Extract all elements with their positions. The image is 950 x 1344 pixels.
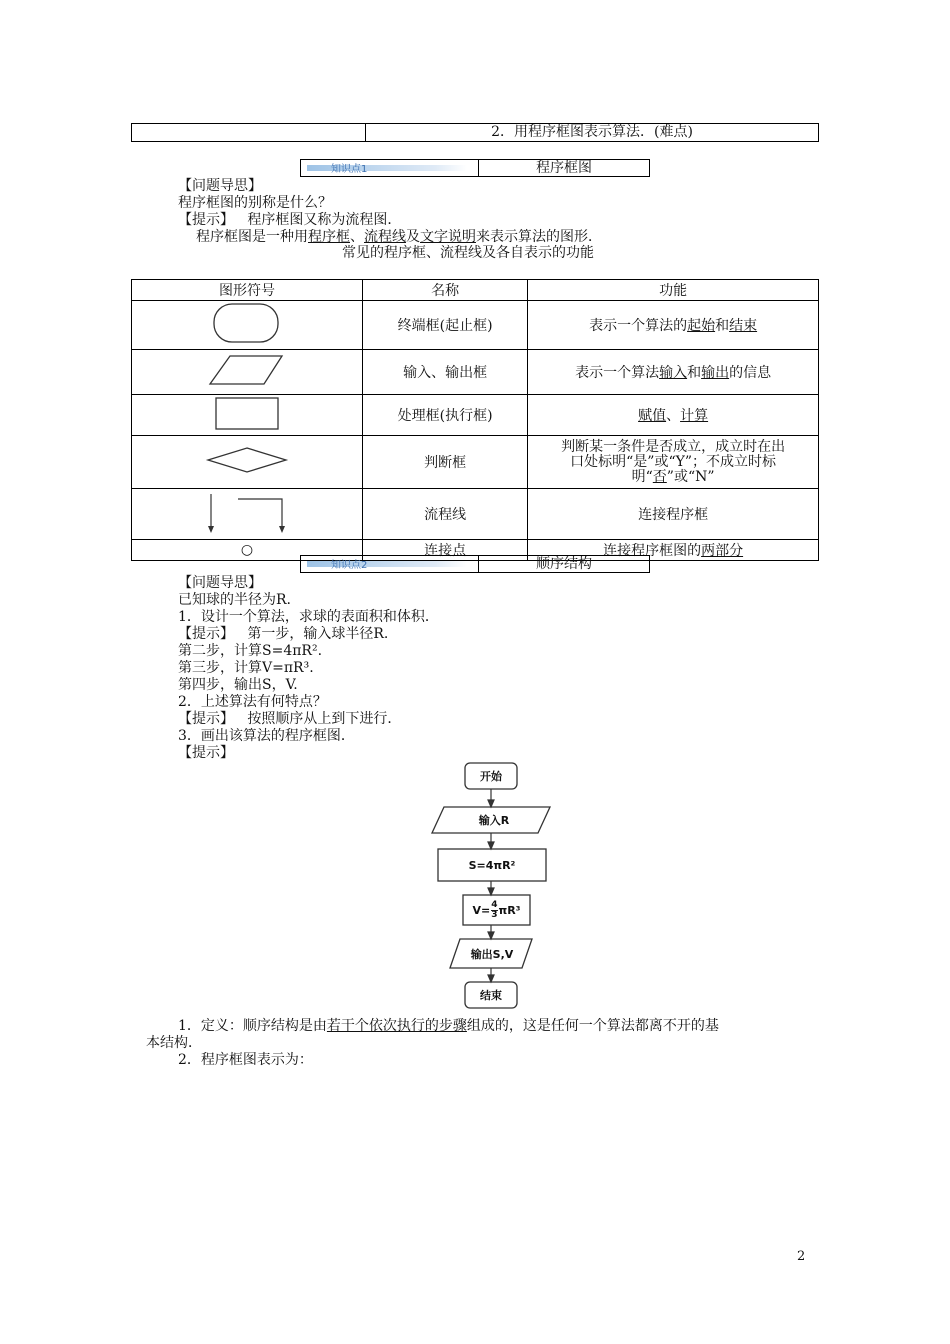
- column-header: 图形符号: [132, 280, 363, 301]
- terminal-symbol-icon: [132, 301, 362, 345]
- symbols-table: [131, 279, 819, 561]
- text-line: 已知球的半径为R.: [178, 592, 291, 608]
- name-cell: 处理框(执行框): [363, 395, 528, 436]
- section-number: 知识点2: [331, 560, 368, 571]
- flow-input: 输入R: [478, 814, 510, 827]
- symbol-cell: [132, 395, 363, 436]
- guide-heading: 【问题导思】: [178, 178, 262, 194]
- function-cell: 连接程序框: [528, 489, 819, 540]
- symbol-cell: [132, 301, 363, 350]
- definition-line: [196, 229, 602, 246]
- text: 来表示算法的图形．: [476, 229, 602, 245]
- text-line: 2．上述算法有何特点？: [178, 694, 327, 710]
- connector-symbol: ○: [132, 540, 363, 561]
- table-row: [132, 301, 819, 350]
- hint-line: [178, 626, 388, 643]
- table-row: [132, 436, 819, 489]
- name-cell: 判断框: [363, 436, 528, 489]
- header-table-right-cell: 2．用程序框图表示算法．(难点): [491, 124, 693, 140]
- hint-label: 【提示】: [178, 711, 234, 727]
- function-line: 明“否”或“N”: [631, 468, 715, 485]
- io-symbol-icon: [132, 350, 362, 390]
- function-line: 口处标明“是”或“Y”；不成立时标: [570, 453, 777, 470]
- underlined-term: 程序框: [308, 229, 350, 245]
- function-cell: 表示一个算法的起始和结束: [528, 301, 819, 350]
- numerator: 4: [491, 899, 498, 910]
- text: 第三步，计算V=: [178, 660, 284, 676]
- hint-line: [178, 711, 401, 728]
- table-row: [132, 395, 819, 436]
- column-header: 名称: [363, 280, 528, 301]
- text-line: 2．程序框图表示为：: [178, 1052, 313, 1068]
- function-cell: [528, 436, 819, 489]
- name-cell: 流程线: [363, 489, 528, 540]
- text: 及: [406, 229, 420, 245]
- question-line: 程序框图的别称是什么？: [178, 195, 332, 211]
- function-cell: 表示一个算法输入和输出的信息: [528, 350, 819, 395]
- header-table-left-cell: [132, 124, 366, 141]
- text-line: 3．画出该算法的程序框图．: [178, 728, 355, 744]
- section-tag: [301, 556, 479, 572]
- decision-symbol-icon: [132, 436, 362, 484]
- table-row: [132, 489, 819, 540]
- flowchart: [400, 760, 600, 1015]
- hint-label: 【提示】: [178, 745, 234, 761]
- flow-output: 输出S,V: [470, 947, 514, 961]
- flow-start: 开始: [480, 770, 502, 783]
- hint-text: 第一步，输入球半径R.: [247, 626, 389, 642]
- section-title: 程序框图: [536, 160, 592, 176]
- text-line: 1．设计一个算法，求球的表面积和体积．: [178, 609, 439, 625]
- section-header-2: [300, 555, 650, 573]
- definition-line: 本结构．: [146, 1035, 202, 1051]
- text: πR³.: [283, 660, 314, 676]
- hint-text: 按照顺序从上到下进行．: [247, 711, 402, 727]
- flow-calc-surface: S=4πR²: [468, 858, 516, 872]
- definition-line: [178, 1018, 719, 1035]
- text: 组成的，这是任何一个算法都离不开的基: [466, 1018, 719, 1034]
- guide-heading: 【问题导思】: [178, 575, 262, 591]
- fraction: [491, 901, 497, 920]
- flowline-symbol-icon: [132, 489, 362, 535]
- name-cell: 终端框(起止框): [363, 301, 528, 350]
- flow-calc-volume: [463, 895, 530, 925]
- hint-line: [178, 212, 401, 229]
- underlined-term: 文字说明: [420, 229, 476, 245]
- section-header-1: [300, 159, 650, 177]
- formula-part: πR³: [498, 903, 521, 917]
- name-cell: 输入、输出框: [363, 350, 528, 395]
- page-number: 2: [797, 1249, 806, 1264]
- symbol-cell: [132, 350, 363, 395]
- text-line: [178, 660, 314, 677]
- column-header: 功能: [528, 280, 819, 301]
- hint-text: 程序框图又称为流程图．: [247, 212, 402, 228]
- underlined-term: 流程线: [364, 229, 406, 245]
- section-tag: [301, 160, 479, 176]
- text: 、: [350, 229, 364, 245]
- hint-label: 【提示】: [178, 212, 234, 228]
- header-table: [131, 123, 819, 142]
- text: 1．定义：顺序结构是由: [178, 1018, 327, 1034]
- underlined-term: 若干个依次执行的步骤: [326, 1018, 467, 1034]
- text: 程序框图是一种用: [196, 229, 308, 245]
- name-cell: 连接点: [363, 540, 528, 561]
- section-number: 知识点1: [331, 164, 368, 175]
- table-header-row: [132, 280, 819, 301]
- section-title: 顺序结构: [536, 556, 592, 572]
- process-symbol-icon: [132, 395, 362, 431]
- symbol-cell: [132, 436, 363, 489]
- function-line: 判断某一条件是否成立，成立时在出: [561, 438, 786, 455]
- hint-label: 【提示】: [178, 626, 234, 642]
- formula-part: V=: [472, 903, 491, 917]
- text-line: 第二步，计算S=4πR².: [178, 643, 323, 659]
- function-cell: 赋值、计算: [528, 395, 819, 436]
- denominator: 3: [491, 909, 498, 920]
- text-line: 第四步，输出S，V.: [178, 677, 298, 693]
- flowchart-arrows: [400, 760, 600, 1015]
- symbol-cell: [132, 489, 363, 540]
- table-caption: 常见的程序框、流程线及各自表示的功能: [342, 245, 594, 261]
- table-row: [132, 350, 819, 395]
- function-cell: 连接程序框图的两部分: [528, 540, 819, 561]
- flow-end: 结束: [480, 989, 502, 1002]
